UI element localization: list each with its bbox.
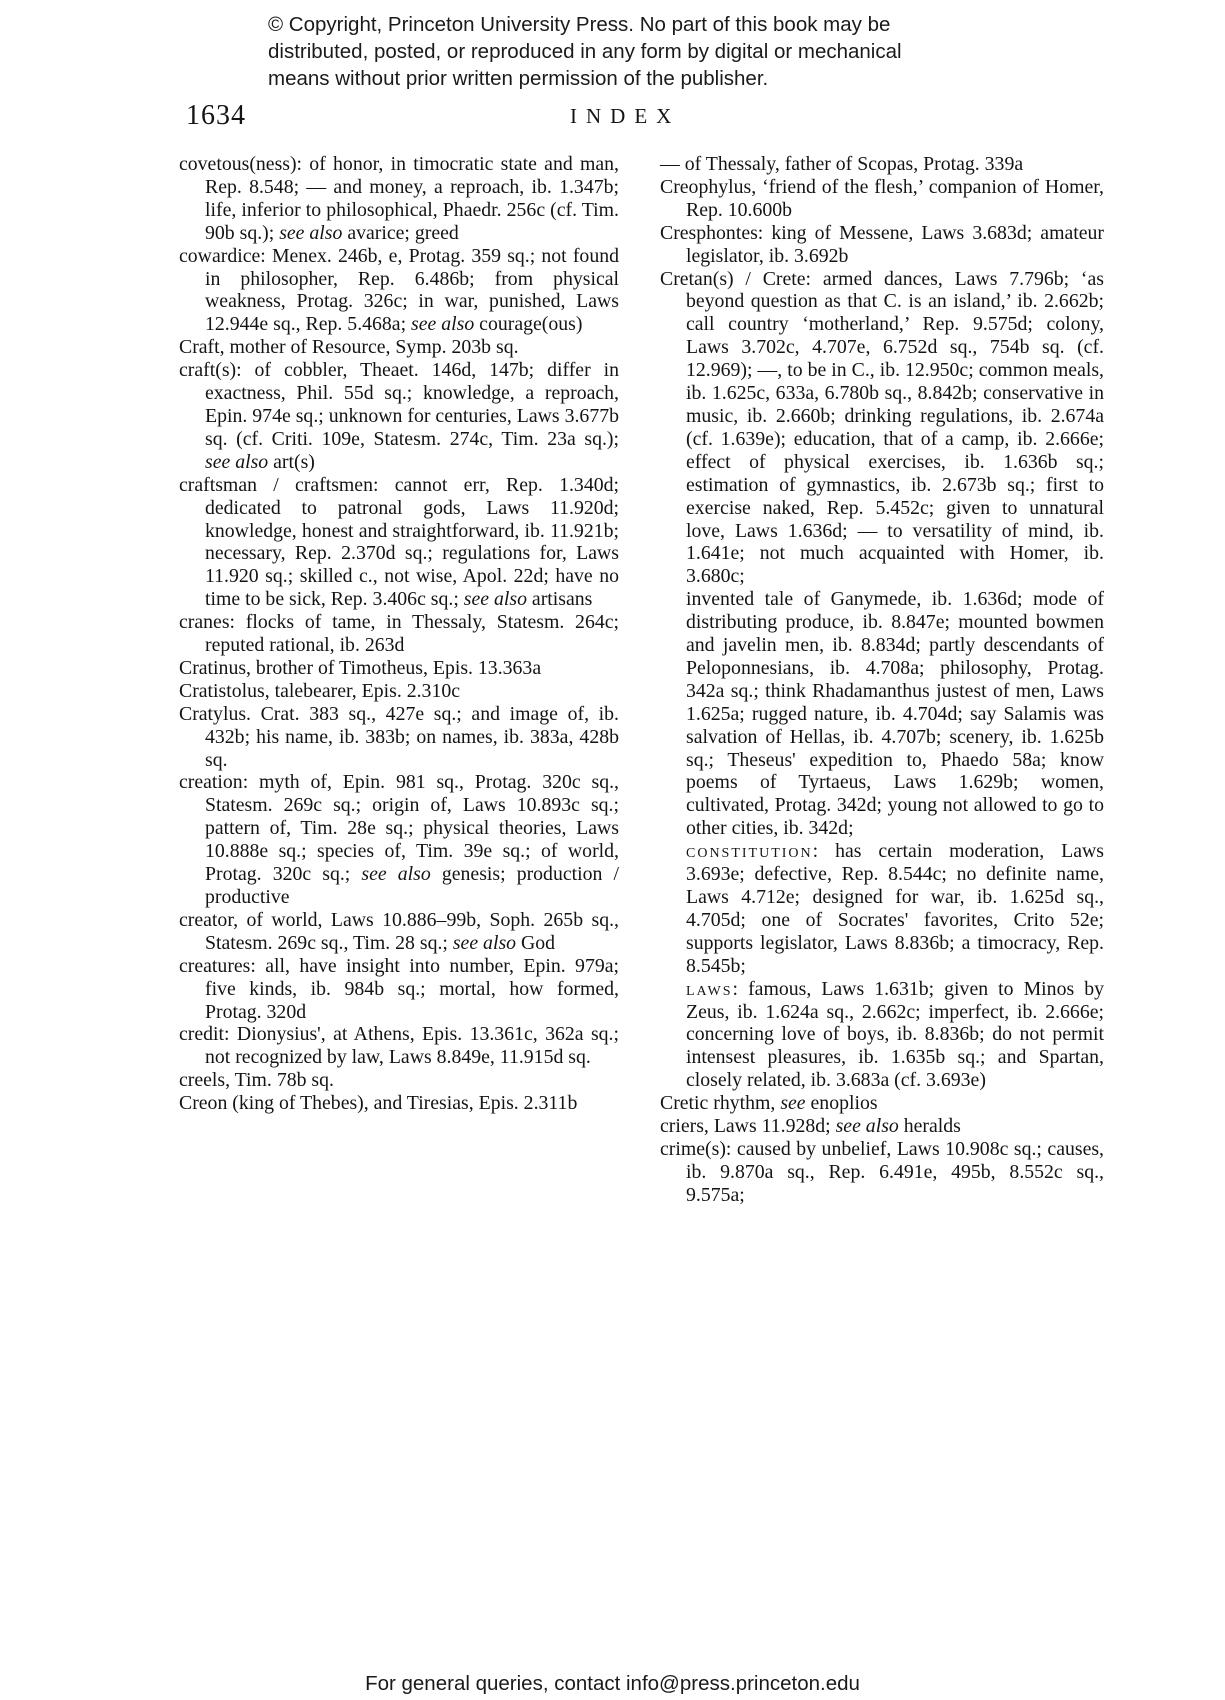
page-number: 1634 <box>186 100 246 131</box>
copyright-line-1: © Copyright, Princeton University Press. No part of this book may be <box>268 13 891 36</box>
entry-text: creels, Tim. 78b sq. <box>179 1069 334 1092</box>
index-entry <box>660 153 1104 176</box>
index-entry <box>660 588 1104 840</box>
index-entry <box>660 1092 1104 1115</box>
footer-contact: For general queries, contact info@press.princeton.edu <box>365 1672 860 1695</box>
index-entry <box>179 336 619 359</box>
cross-reference-label: see also <box>279 221 343 244</box>
cross-reference-target: art(s) <box>268 450 315 473</box>
entry-text: Creon (king of Thebes), and Tiresias, Epis. 2.311b <box>179 1092 578 1115</box>
cross-reference-label: see also <box>463 588 527 611</box>
entry-text: Creophylus, ‘friend of the flesh,’ companion of Homer, Rep. 10.600b <box>660 175 1104 221</box>
entry-text: craftsman / craftsmen: cannot err, Rep. 1.340d; dedicated to patronal gods, Laws 11.920d; knowledge, honest and straightforward, ib. 11.921b; necessary, Rep. 2.370d sq.; regulations for, Laws 11.920 sq.; skilled c., not wise, Apol. 22d; have no time to be sick, Rep. 3.406c sq.; <box>179 473 619 611</box>
index-entry <box>179 359 619 474</box>
index-entry <box>179 680 619 703</box>
copyright-line-3: means without prior written permission of the publisher. <box>268 67 769 90</box>
entry-text: invented tale of Ganymede, ib. 1.636d; mode of distributing produce, ib. 8.847e; mounted bowmen and javelin men, ib. 8.834d; partly descendants of Peloponnesians, ib. 4.708a; philosophy, Protag. 342a sq.; think Rhadamanthus justest of men, Laws 1.625a; rugged nature, ib. 4.704d; say Salamis was salvation of Hellas, ib. 4.707b; scenery, ib. 1.625b sq.; Theseus' expedition to, Phaedo 58a; know poems of Tyrtaeus, Laws 1.629b; women, cultivated, Protag. 342d; young not allowed to go to other cities, ib. 342d; <box>686 588 1104 840</box>
index-column-right <box>660 153 1104 1207</box>
entry-text: creation: myth of, Epin. 981 sq., Protag. 320c sq., Statesm. 269c sq.; origin of, Laws 10.893c sq.; pattern of, Tim. 28e sq.; physical theories, Laws 10.888e sq.; species of, Tim. 39e sq.; of world, Protag. 320c sq.; <box>179 771 619 886</box>
entry-text: covetous(ness): of honor, in timocratic state and man, Rep. 8.548; — and money, a reproach, ib. 1.347b; life, inferior to philosophical, Phaedr. 256c (cf. Tim. 90b sq.); <box>179 153 619 244</box>
entry-text: Cratinus, brother of Timotheus, Epis. 13.363a <box>179 656 542 679</box>
cross-reference-target: enoplios <box>805 1092 878 1115</box>
subentry-heading: laws <box>686 977 733 1000</box>
entry-text: craft(s): of cobbler, Theaet. 146d, 147b; differ in exactness, Phil. 55d sq.; knowledge, a reproach, Epin. 974e sq.; unknown for centuries, Laws 3.677b sq. (cf. Criti. 109e, Statesm. 274c, Tim. 23a sq.); <box>179 359 619 450</box>
entry-text: cranes: flocks of tame, in Thessaly, Statesm. 264c; reputed rational, ib. 263d <box>179 611 619 657</box>
entry-text: Cratistolus, talebearer, Epis. 2.310c <box>179 679 461 702</box>
cross-reference-target: courage(ous) <box>474 313 583 336</box>
index-entry <box>660 222 1104 268</box>
cross-reference-label: see also <box>452 931 517 954</box>
entry-text: Cratylus. Crat. 383 sq., 427e sq.; and image of, ib. 432b; his name, ib. 383b; on names, ib. 383a, 428b sq. <box>179 702 619 771</box>
entry-text: creator, of world, Laws 10.886–99b, Soph. 265b sq., Statesm. 269c sq., Tim. 28 sq.; <box>179 908 619 954</box>
subentry-heading: constitution <box>686 840 813 863</box>
entry-text: Craft, mother of Resource, Symp. 203b sq. <box>179 336 519 359</box>
index-entry <box>179 1092 619 1115</box>
index-entry <box>660 268 1104 589</box>
index-entry <box>660 978 1104 1093</box>
index-entry <box>179 1069 619 1092</box>
index-entry <box>179 1023 619 1069</box>
cross-reference-target: artisans <box>526 588 593 611</box>
cross-reference-label: see <box>780 1092 806 1115</box>
entry-text: crime(s): caused by unbelief, Laws 10.908c sq.; causes, ib. 9.870a sq., Rep. 6.491e, 495b, 8.552c sq., 9.575a; <box>660 1137 1104 1206</box>
index-entry <box>179 474 619 611</box>
entry-text: Cretic rhythm, <box>660 1092 781 1115</box>
copyright-line-2: distributed, posted, or reproduced in any form by digital or mechanical <box>268 40 902 63</box>
entry-text: Cretan(s) / Crete: armed dances, Laws 7.796b; ‘as beyond question as that C. is an island,’ ib. 2.662b; call country ‘motherland,’ Rep. 9.575d; colony, Laws 3.702c, 4.707e, 6.752d sq., 754b sq. (cf. 12.969); —, to be in C., ib. 12.950c; common meals, ib. 1.625c, 633a, 6.780b sq., 8.842b; conservative in music, ib. 2.660b; drinking regulations, ib. 2.674a (cf. 1.639e); education, that of a camp, ib. 2.666e; effect of physical exercises, ib. 1.636b sq.; estimation of gymnastics, ib. 2.673b sq.; first to exercise naked, Rep. 5.452c; given to unnatural love, Laws 1.636d; — to versatility of mind, ib. 1.641e; not much acquainted with Homer, ib. 3.680c; <box>660 267 1104 588</box>
cross-reference-target: genesis; production / productive <box>205 863 619 908</box>
cross-reference-target: avarice; greed <box>342 221 459 244</box>
copyright-notice <box>268 11 1028 92</box>
index-entry <box>179 657 619 680</box>
cross-reference-label: see also <box>361 863 431 886</box>
index-entry <box>660 840 1104 977</box>
index-entry <box>660 1115 1104 1138</box>
index-entry <box>179 153 619 245</box>
index-entry <box>179 703 619 772</box>
entry-text: : has certain moderation, Laws 3.693e; defective, Rep. 8.544c; no definite name, Laws 4.712e; designed for war, ib. 1.625d sq., 4.705d; one of Socrates' favorites, Crito 52e; supports legislator, Laws 8.836b; a timocracy, Rep. 8.545b; <box>686 840 1104 977</box>
entry-text: criers, Laws 11.928d; <box>660 1115 836 1138</box>
entry-text: : famous, Laws 1.631b; given to Minos by Zeus, ib. 1.624a sq., 2.662c; imperfect, ib. 2.666e; concerning love of boys, ib. 8.836b; do not permit intensest pleasures, ib. 1.635b sq.; and Spartan, closely related, ib. 3.683a (cf. 3.693e) <box>686 977 1104 1092</box>
cross-reference-label: see also <box>205 450 269 473</box>
index-entry <box>179 245 619 337</box>
entry-text: credit: Dionysius', at Athens, Epis. 13.361c, 362a sq.; not recognized by law, Laws 8.849e, 11.915d sq. <box>179 1023 619 1069</box>
index-column-left <box>179 153 619 1115</box>
index-entry <box>179 955 619 1024</box>
entry-text: creatures: all, have insight into number, Epin. 979a; five kinds, ib. 984b sq.; mortal, how formed, Protag. 320d <box>179 954 619 1023</box>
cross-reference-target: heralds <box>898 1115 961 1138</box>
cross-reference-label: see also <box>835 1115 899 1138</box>
cross-reference-target: God <box>516 931 556 954</box>
entry-text: — of Thessaly, father of Scopas, Protag. 339a <box>660 153 1024 175</box>
entry-text: cowardice: Menex. 246b, e, Protag. 359 sq.; not found in philosopher, Rep. 6.486b; from physical weakness, Protag. 326c; in war, punished, Laws 12.944e sq., Rep. 5.468a; <box>179 244 619 336</box>
cross-reference-label: see also <box>411 313 475 336</box>
index-entry <box>179 611 619 657</box>
index-entry <box>179 771 619 908</box>
entry-text: Cresphontes: king of Messene, Laws 3.683d; amateur legislator, ib. 3.692b <box>660 221 1104 267</box>
index-entry <box>660 1138 1104 1207</box>
index-entry <box>179 909 619 955</box>
running-head: INDEX <box>570 104 681 128</box>
index-entry <box>660 176 1104 222</box>
